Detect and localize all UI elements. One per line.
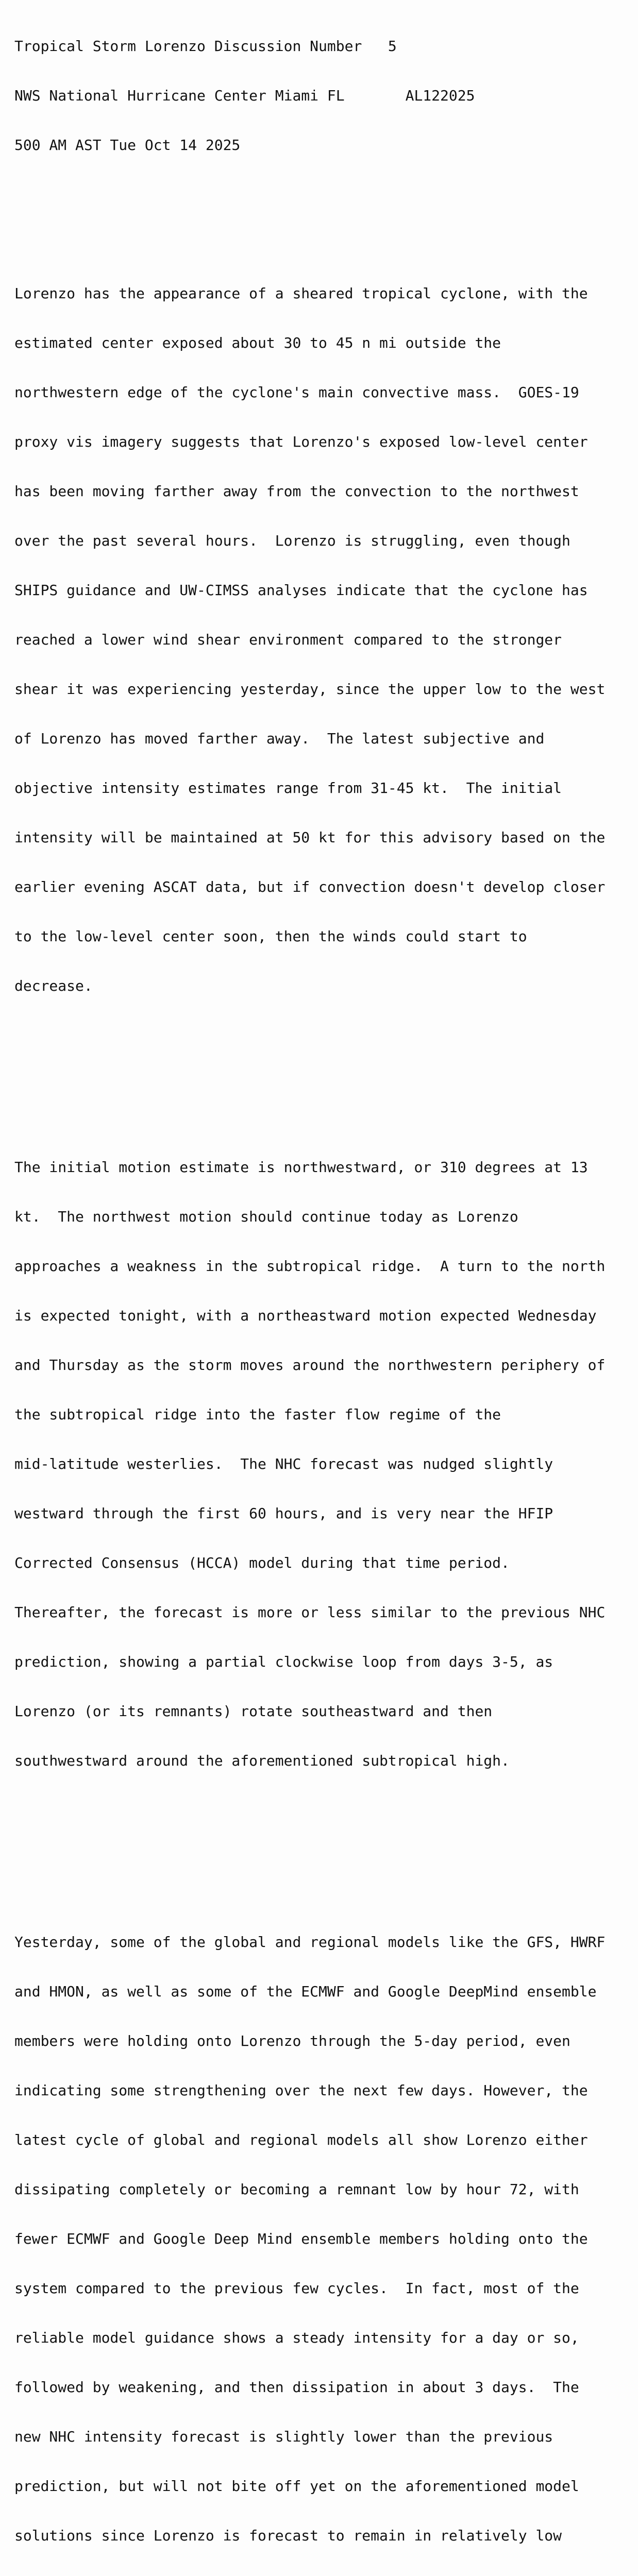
paragraph-line: system compared to the previous few cycles. In fact, most of the [14, 2280, 579, 2297]
issuing-office: NWS National Hurricane Center Miami FL AL122025 [14, 87, 475, 104]
issue-time: 500 AM AST Tue Oct 14 2025 [14, 137, 241, 154]
paragraph-line: dissipating completely or becoming a remnant low by hour 72, with [14, 2181, 579, 2198]
paragraph-line: Lorenzo (or its remnants) rotate southeastward and then [14, 1703, 493, 1720]
paragraph-line: kt. The northwest motion should continue today as Lorenzo [14, 1208, 518, 1225]
paragraph-line: fewer ECMWF and Google Deep Mind ensemble members holding onto the [14, 2230, 588, 2247]
paragraph-line: of Lorenzo has moved farther away. The latest subjective and [14, 730, 545, 747]
paragraph-line: proxy vis imagery suggests that Lorenzo's exposed low-level center [14, 433, 588, 450]
paragraph-line: mid-latitude westerlies. The NHC forecast was nudged slightly [14, 1455, 553, 1472]
paragraph-line: Lorenzo has the appearance of a sheared tropical cyclone, with the [14, 285, 588, 302]
spacer [14, 1835, 633, 1852]
paragraph-line: prediction, showing a partial clockwise loop from days 3-5, as [14, 1653, 553, 1670]
paragraph-line: westward through the first 60 hours, and is very near the HFIP [14, 1505, 553, 1522]
paragraph-line: and HMON, as well as some of the ECMWF and Google DeepMind ensemble [14, 1983, 597, 2000]
paragraph-line: southwestward around the aforementioned subtropical high. [14, 1752, 510, 1769]
paragraph-line: to the low-level center soon, then the winds could start to [14, 928, 527, 945]
paragraph-line: over the past several hours. Lorenzo is struggling, even though [14, 532, 570, 549]
paragraph-line: Corrected Consensus (HCCA) model during that time period. [14, 1554, 510, 1571]
spacer [14, 1060, 633, 1077]
paragraph-line: new NHC intensity forecast is slightly lower than the previous [14, 2428, 553, 2445]
paragraph-line: solutions since Lorenzo is forecast to remain in relatively low [14, 2527, 562, 2544]
paragraph-line: decrease. [14, 977, 93, 994]
paragraph-line: has been moving farther away from the convection to the northwest [14, 483, 579, 500]
paragraph-line: The initial motion estimate is northwestward, or 310 degrees at 13 [14, 1159, 588, 1176]
spacer [14, 187, 633, 203]
paragraph-line: objective intensity estimates range from 31-45 kt. The initial [14, 779, 562, 796]
discussion-document [14, 5, 633, 2576]
paragraph-line: reached a lower wind shear environment compared to the stronger [14, 631, 562, 648]
paragraph-line: earlier evening ASCAT data, but if convection doesn't develop closer [14, 878, 606, 895]
paragraph-line: approaches a weakness in the subtropical ridge. A turn to the north [14, 1258, 606, 1275]
paragraph-line: northwestern edge of the cyclone's main convective mass. GOES-19 [14, 384, 579, 401]
paragraph-line: estimated center exposed about 30 to 45 n mi outside the [14, 334, 501, 351]
paragraph-line: is expected tonight, with a northeastward motion expected Wednesday [14, 1307, 597, 1324]
discussion-title: Tropical Storm Lorenzo Discussion Number 5 [14, 38, 397, 55]
paragraph-3 [14, 1901, 633, 2576]
paragraph-line: prediction, but will not bite off yet on the aforementioned model [14, 2478, 579, 2495]
paragraph-line: indicating some strengthening over the next few days. However, the [14, 2082, 588, 2099]
paragraph-line: the subtropical ridge into the faster flow regime of the [14, 1406, 501, 1423]
paragraph-line: SHIPS guidance and UW-CIMSS analyses indicate that the cyclone has [14, 582, 588, 599]
paragraph-line: Thereafter, the forecast is more or less similar to the previous NHC [14, 1604, 606, 1621]
paragraph-line: latest cycle of global and regional models all show Lorenzo either [14, 2131, 588, 2148]
paragraph-line: shear it was experiencing yesterday, since the upper low to the west [14, 681, 606, 698]
paragraph-line: intensity will be maintained at 50 kt for this advisory based on the [14, 829, 606, 846]
paragraph-1 [14, 252, 633, 1027]
paragraph-2 [14, 1126, 633, 1802]
paragraph-line: reliable model guidance shows a steady intensity for a day or so, [14, 2329, 579, 2346]
paragraph-line: followed by weakening, and then dissipation in about 3 days. The [14, 2379, 579, 2396]
paragraph-line: members were holding onto Lorenzo through the 5-day period, even [14, 2032, 570, 2049]
paragraph-line: and Thursday as the storm moves around the northwestern periphery of [14, 1357, 606, 1374]
paragraph-line: Yesterday, some of the global and regional models like the GFS, HWRF [14, 1934, 606, 1951]
